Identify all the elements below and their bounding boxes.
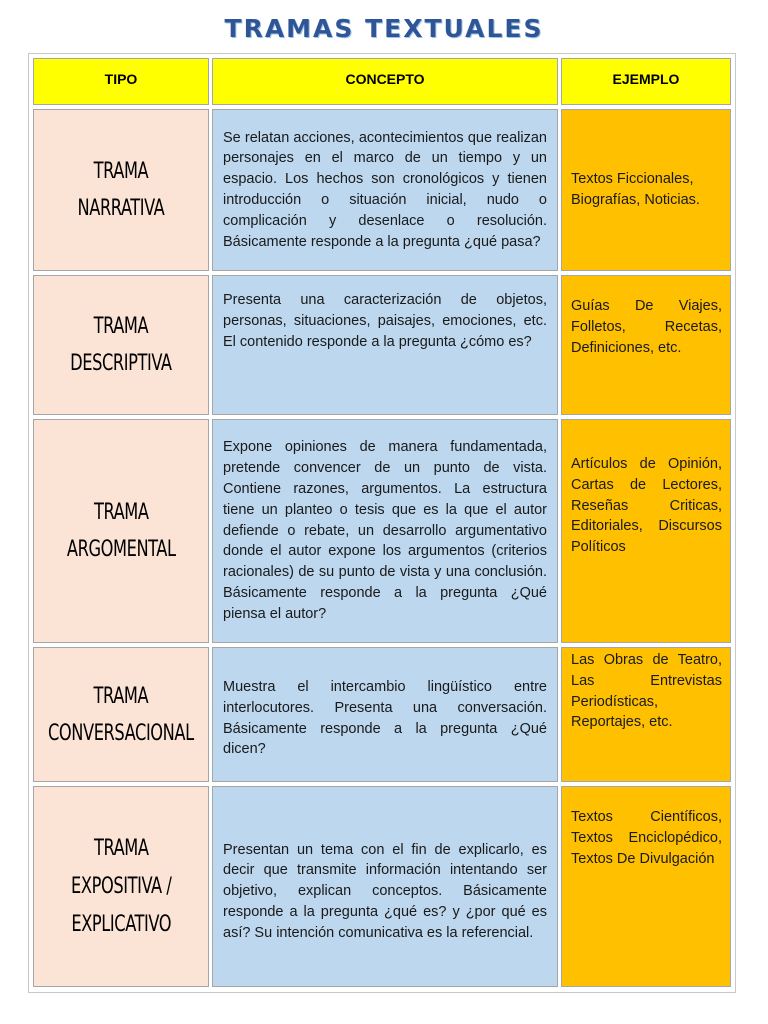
header-ejemplo: EJEMPLO: [561, 58, 731, 105]
ejemplo-expositiva: [561, 786, 731, 987]
ejemplo-argumental-text: Artículos de Opinión, Cartas de Lectores, Reseñas Criticas, Editoriales, Discursos Políticos: [571, 456, 722, 556]
concepto-expositiva: [212, 786, 558, 987]
concepto-descriptiva-text: Presenta una caracterización de objetos, personas, situaciones, paisajes, emociones, etc. El contenido responde a la pregunta ¿cómo es?: [223, 292, 547, 350]
tipo-conversacional: [33, 647, 209, 782]
concepto-descriptiva: [212, 275, 558, 415]
tipo-descriptiva: [33, 275, 209, 415]
tipo-narrativa-line1: TRAMA: [93, 159, 149, 184]
ejemplo-argumental: [561, 419, 731, 643]
concepto-argumental-text: Expone opiniones de manera fundamentada, pretende convencer de un punto de vista. Contiene razones, argumentos. La estructura tiene un planteo o tesis que es la que el autor defiende o rebate, un desarrollo argumentativo donde el autor expone los argumentos (criterios racionales) de su punto de vista y una conclusión. Básicamente responde a la pregunta ¿Qué piensa el autor?: [223, 439, 547, 622]
ejemplo-conversacional-text: Las Obras de Teatro, Las Entrevistas Periodísticas, Reportajes, etc.: [571, 652, 722, 731]
ejemplo-descriptiva: [561, 275, 731, 415]
tipo-expositiva: [33, 786, 209, 987]
tramas-table: [28, 53, 736, 993]
concepto-argumental: [212, 419, 558, 643]
ejemplo-narrativa: [561, 109, 731, 271]
ejemplo-expositiva-text: Textos Científicos, Textos Enciclopédico, Textos De Divulgación: [571, 809, 722, 867]
tipo-descriptiva-line2: DESCRIPTIVA: [70, 351, 172, 376]
ejemplo-descriptiva-text: Guías De Viajes, Folletos, Recetas, Definiciones, etc.: [571, 298, 722, 356]
tipo-conversacional-line1: TRAMA: [93, 683, 149, 709]
concepto-narrativa-text: Se relatan acciones, acontecimientos que realizan personajes en el marco de un tiempo y un espacio. Los hechos son cronológicos y tienen introducción o situación inicial, nudo o complicación y desenlace o resolución. Básicamente responde a la pregunta ¿qué pasa?: [223, 129, 547, 250]
concepto-narrativa: [212, 109, 558, 271]
tipo-conversacional-line2: CONVERSACIONAL: [48, 720, 194, 746]
tipo-expositiva-line2: EXPOSITIVA /: [70, 873, 172, 899]
header-tipo: TIPO: [33, 58, 209, 105]
tipo-argumental: [33, 419, 209, 643]
concepto-expositiva-text: Presentan un tema con el fin de explicarlo, es decir que transmite información intentando ser objetivo, explican conceptos. Básicamente responde a la pregunta ¿qué es? y ¿por qué es así? Su intención comunicativa es la referencial.: [223, 841, 547, 941]
tipo-argumental-line2: ARGOMENTAL: [66, 537, 176, 562]
tipo-descriptiva-line1: TRAMA: [93, 314, 149, 339]
tipo-expositiva-line1: TRAMA: [93, 835, 149, 861]
tipo-expositiva-line3: EXPLICATIVO: [71, 911, 171, 937]
concepto-conversacional-text: Muestra el intercambio lingüístico entre interlocutores. Presenta una conversación. Básicamente responde a la pregunta ¿Qué dicen?: [223, 678, 547, 758]
tipo-argumental-line1: TRAMA: [93, 500, 149, 525]
ejemplo-conversacional: [561, 647, 731, 782]
header-concepto: CONCEPTO: [212, 58, 558, 105]
concepto-conversacional: [212, 647, 558, 782]
tipo-narrativa: [33, 109, 209, 271]
page-title: TRAMAS TEXTUALES: [224, 14, 544, 43]
ejemplo-narrativa-text: Textos Ficcionales, Biografías, Noticias.: [571, 171, 700, 208]
tipo-narrativa-line2: NARRATIVA: [77, 196, 165, 221]
